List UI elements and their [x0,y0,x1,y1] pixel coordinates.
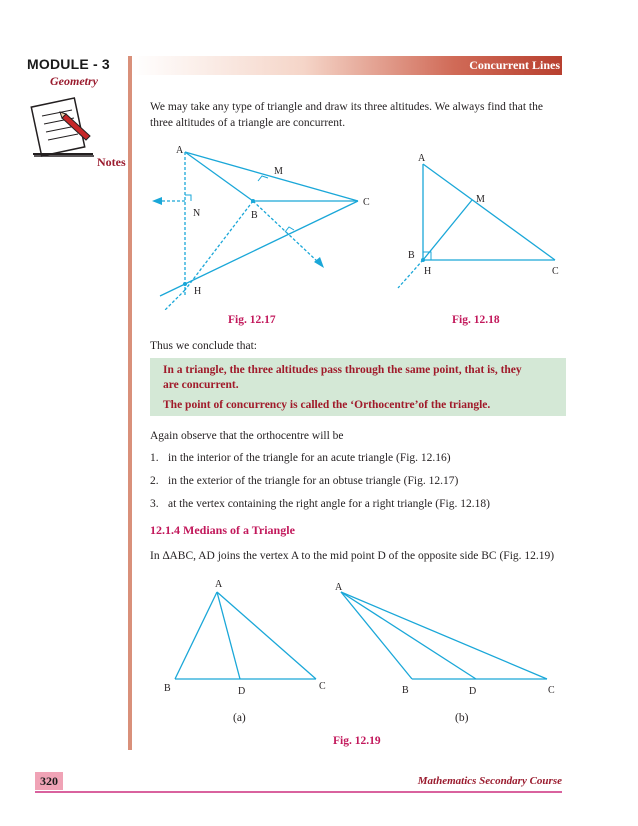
median-ad [217,592,240,679]
caption-fig-12-18: Fig. 12.18 [452,314,500,326]
label-b: B [164,683,171,694]
highlight-line-2: are concurrent. [163,379,239,391]
header-title: Concurrent Lines [469,58,560,72]
label-c: C [319,681,326,692]
label-h: H [424,266,432,277]
label-a: A [215,579,223,590]
side-ab [175,592,217,679]
footer-rule [35,791,562,793]
list-text: in the interior of the triangle for an acute triangle (Fig. 12.16) [168,452,451,464]
label-h: H [194,286,202,297]
list-text: at the vertex containing the right angle for a right triangle (Fig. 12.18) [168,498,490,510]
altitude-tail [160,290,185,310]
label-a: A [335,582,343,593]
list-number: 2. [150,475,159,487]
notes-icon [30,92,100,162]
caption-sub-a: (a) [233,712,246,724]
medians-intro: In ∆ABC, AD joins the vertex A to the mid point D of the opposite side BC (Fig. 12.19) [150,550,555,562]
altitude-extension [398,260,423,288]
label-b: B [408,250,415,261]
side-ab [341,592,412,679]
page-number: 320 [40,774,58,788]
altitude-bm [423,200,472,260]
label-c: C [548,685,555,696]
footer-course-title: Mathematics Secondary Course [417,775,562,787]
highlight-line-3: The point of concurrency is called the ‘Orthocentre’of the triangle. [163,399,491,411]
label-c: C [552,266,559,277]
list-item [150,475,458,487]
caption-sub-b: (b) [455,712,469,724]
caption-fig-12-17: Fig. 12.17 [228,314,276,326]
label-c: C [363,197,370,208]
module-subtitle: Geometry [50,74,98,88]
caption-fig-12-19: Fig. 12.19 [333,735,381,747]
figure-12-19-a [160,575,340,700]
margin-bar [128,56,132,750]
arrowhead-left [152,197,162,205]
highlight-line-1: In a triangle, the three altitudes pass through the same point, that is, they [163,364,522,376]
side-ac [341,592,547,679]
side-ac [217,592,316,679]
line-hc [160,201,358,296]
list-number: 1. [150,452,159,464]
conclude-text: Thus we conclude that: [150,340,257,352]
notes-divider [33,153,93,155]
section-title: 12.1.4 Medians of a Triangle [150,523,295,537]
label-m: M [274,166,283,177]
again-text: Again observe that the orthocentre will be [150,430,344,442]
median-ad [341,592,476,679]
side-ac [423,164,555,260]
label-b: B [402,685,409,696]
list-number: 3. [150,498,159,510]
list-item [150,498,490,510]
figure-12-19-b [330,575,565,700]
label-m: M [476,194,485,205]
figure-12-18 [390,150,570,290]
list-item [150,452,451,464]
module-title: MODULE - 3 [27,56,110,72]
label-a: A [176,145,184,156]
arrowhead-right [314,257,324,268]
notes-label: Notes [97,155,126,169]
figure-12-17 [148,140,378,310]
label-d: D [238,686,246,697]
side-ac [185,152,358,201]
label-n: N [193,208,201,219]
list-text: in the exterior of the triangle for an obtuse triangle (Fig. 12.17) [168,475,459,487]
side-ab [185,152,253,201]
label-a: A [418,153,426,164]
intro-paragraph: We may take any type of triangle and draw its three altitudes. We always find that the three altitudes of a triangle are concurrent. [150,101,543,129]
label-d: D [469,686,477,697]
label-b: B [251,210,258,221]
